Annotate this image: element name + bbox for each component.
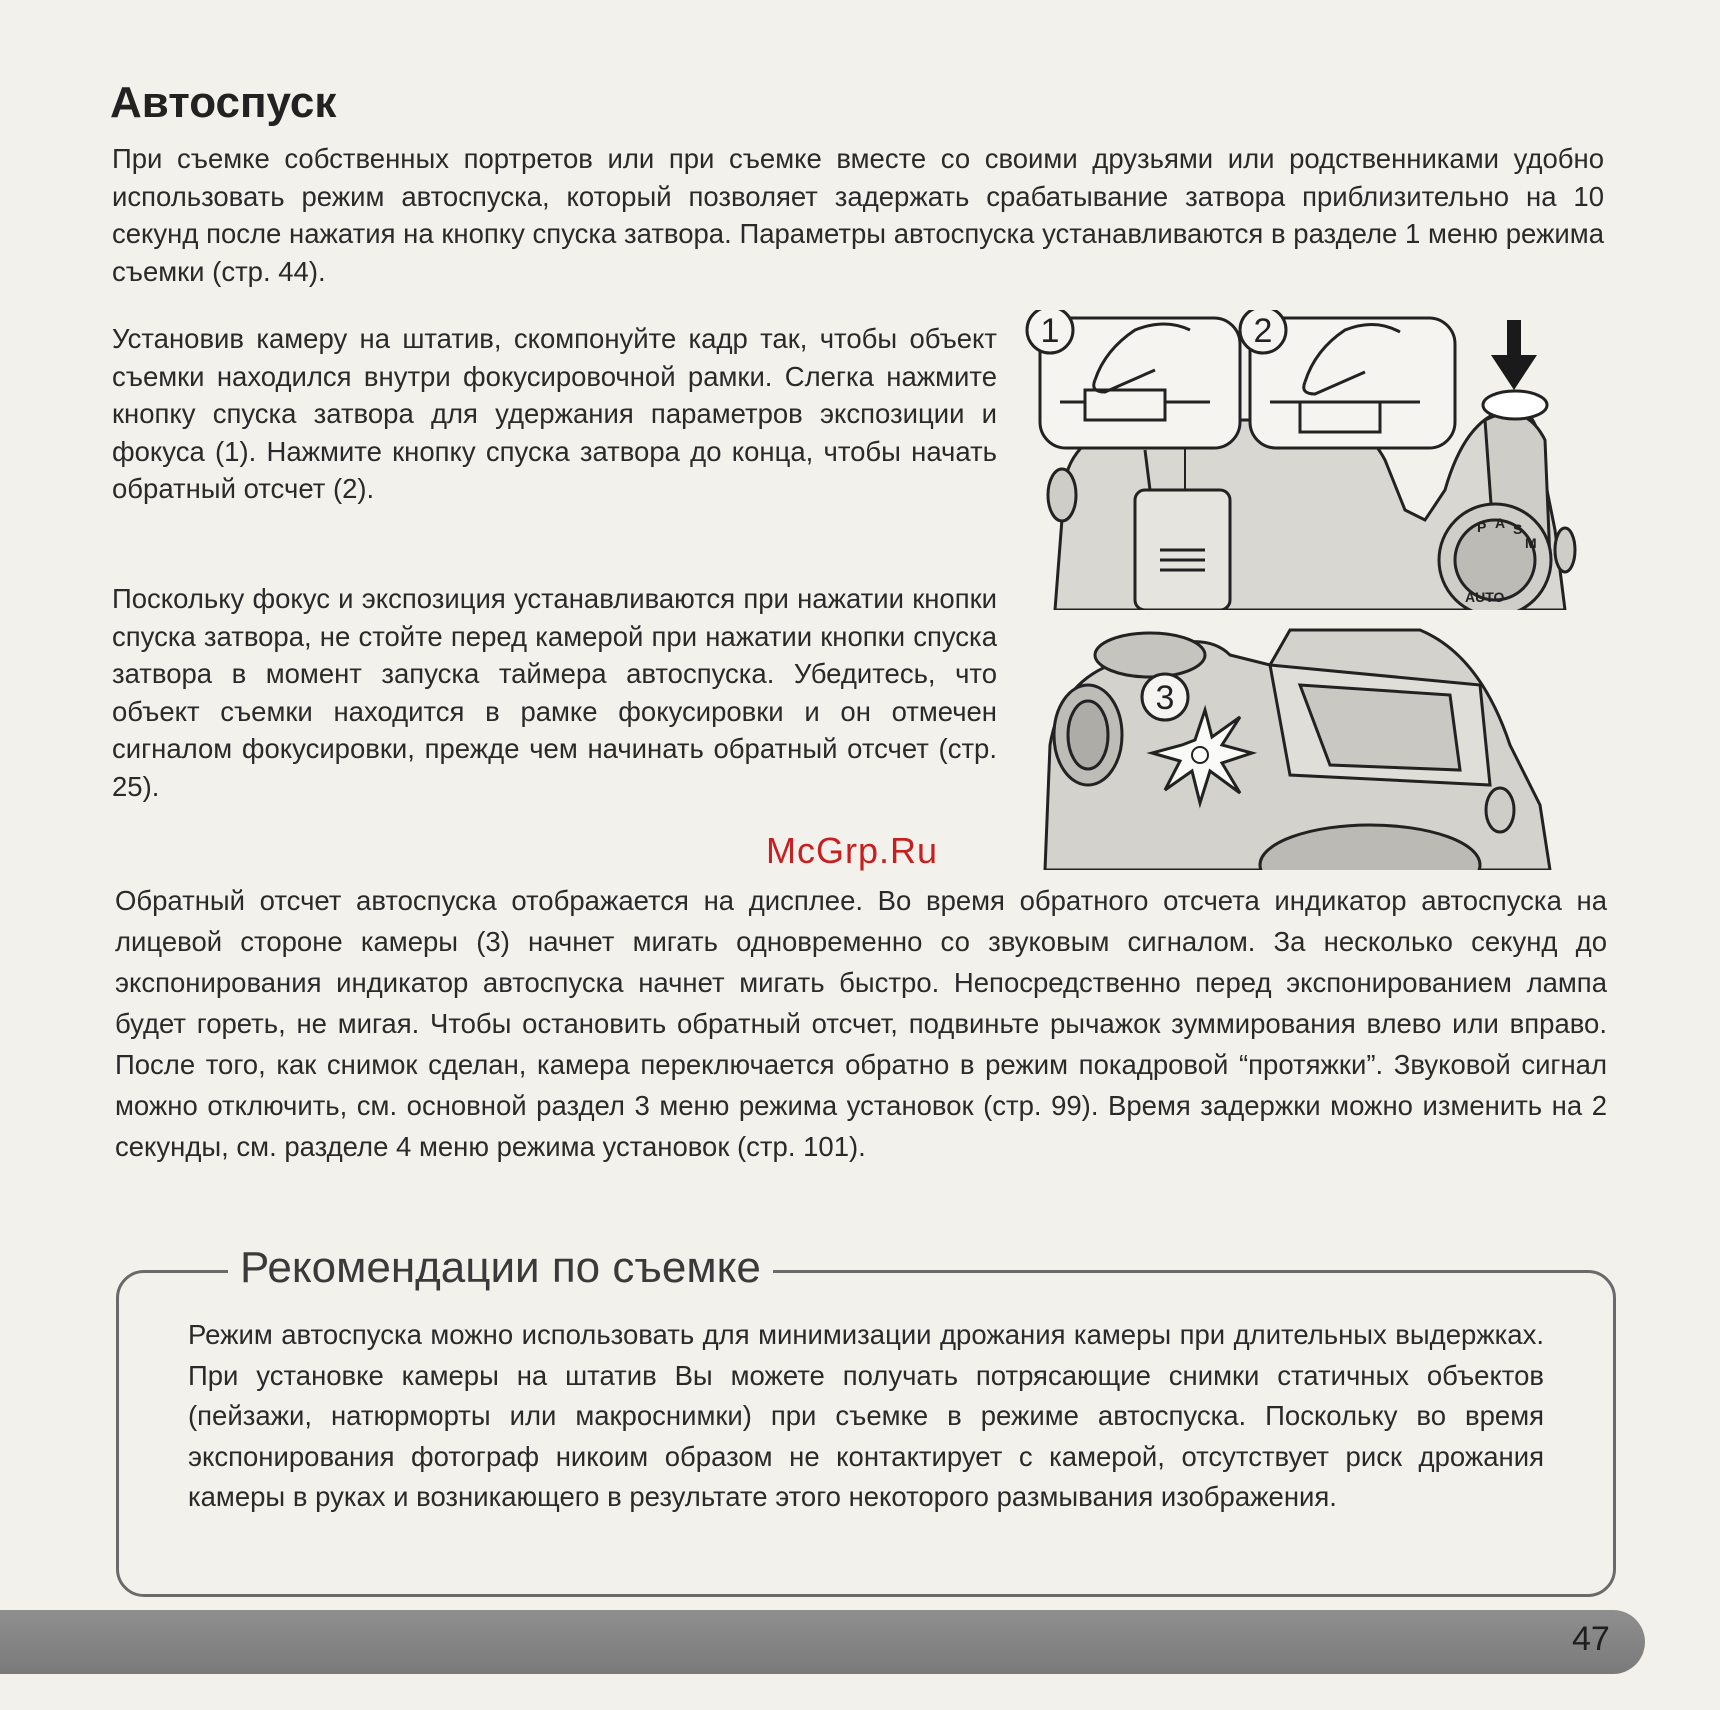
countdown-paragraph: Обратный отсчет автоспуска отображается на дисплее. Во время обратного отсчета индикатор автоспуска на лицевой стороне камеры (3) начнет мигать одновременно со звуковым сигналом. За несколько секунд до экспонирования индикатор автоспуска начнет мигать быстро. Непосредственно перед экспонированием лампа будет гореть, не мигая. Чтобы остановить обратный отсчет, подвиньте рычажок зуммирования влево или вправо. После того, как снимок сделан, камера переключается обратно в режим покадровой “протяжки”. Звуковой сигнал можно отключить, см. основной раздел 3 меню режима установок (стр. 99). Время задержки можно изменить на 2 секунды, см. разделе 4 меню режима установок (стр. 101). <box>115 885 1607 1162</box>
dial-m-label: M <box>1525 535 1537 551</box>
step-3-marker <box>1142 674 1188 720</box>
warning-paragraph: Поскольку фокус и экспозиция устанавливаются при нажатии кнопки спуска затвора, не стойте перед камерой при нажатии кнопки спуска затвора в момент запуска таймера автоспуска. Убедитесь, что объект съемки находится в рамке фокусировки и он отмечен сигналом фокусировки, прежде чем начинать обратный отсчет (стр. 25). <box>112 583 997 802</box>
dial-s-label: S <box>1513 521 1523 537</box>
step-1-label: 1 <box>1040 312 1060 350</box>
step-3-label: 3 <box>1155 679 1175 717</box>
arrow-down-icon <box>1491 320 1537 390</box>
shutter-press-illustration <box>1025 310 1610 610</box>
dial-a-label: A <box>1495 515 1506 531</box>
step-1-marker <box>1027 310 1073 353</box>
intro-paragraph: При съемке собственных портретов или при съемке вместе со своими друзьями или родственниками удобно использовать режим автоспуска, который позволяет задержать срабатывание затвора приблизительно на 10 секунд после нажатия на кнопку спуска затвора. Параметры автоспуска устанавливаются в разделе 1 меню режима съемки (стр. 44). <box>112 143 1604 287</box>
watermark: McGrp.Ru <box>766 830 939 871</box>
step-2-marker <box>1240 310 1286 353</box>
footer-bar <box>0 1610 1645 1674</box>
dial-p-label: P <box>1477 519 1487 535</box>
half-press-paragraph: Установив камеру на штатив, скомпонуйте кадр так, чтобы объект съемки находился внутри фокусировочной рамки. Слегка нажмите кнопку спуска затвора для удержания параметров экспозиции и фокуса (1). Нажмите кнопку спуска затвора до конца, чтобы начать обратный отсчет (2). <box>112 323 997 504</box>
page-number: 47 <box>1572 1620 1610 1658</box>
tips-title: Рекомендации по съемке <box>228 1243 773 1293</box>
self-timer-lamp-illustration <box>1040 625 1595 870</box>
dial-auto-label: AUTO <box>1465 589 1505 605</box>
step-2-label: 2 <box>1253 312 1273 350</box>
page-title: Автоспуск <box>110 78 337 127</box>
tips-text: Режим автоспуска можно использовать для минимизации дрожания камеры при длительных выдержках. При установке камеры на штатив Вы можете получать потрясающие снимки статичных объектов (пейзажи, натюрморты или макроснимки) при съемке в режиме автоспуска. Поскольку во время экспонирования фотограф никоим образом не контактирует с камерой, отсутствует риск дрожания камеры в руках и возникающего в результате этого некоторого размывания изображения. <box>188 1319 1544 1512</box>
